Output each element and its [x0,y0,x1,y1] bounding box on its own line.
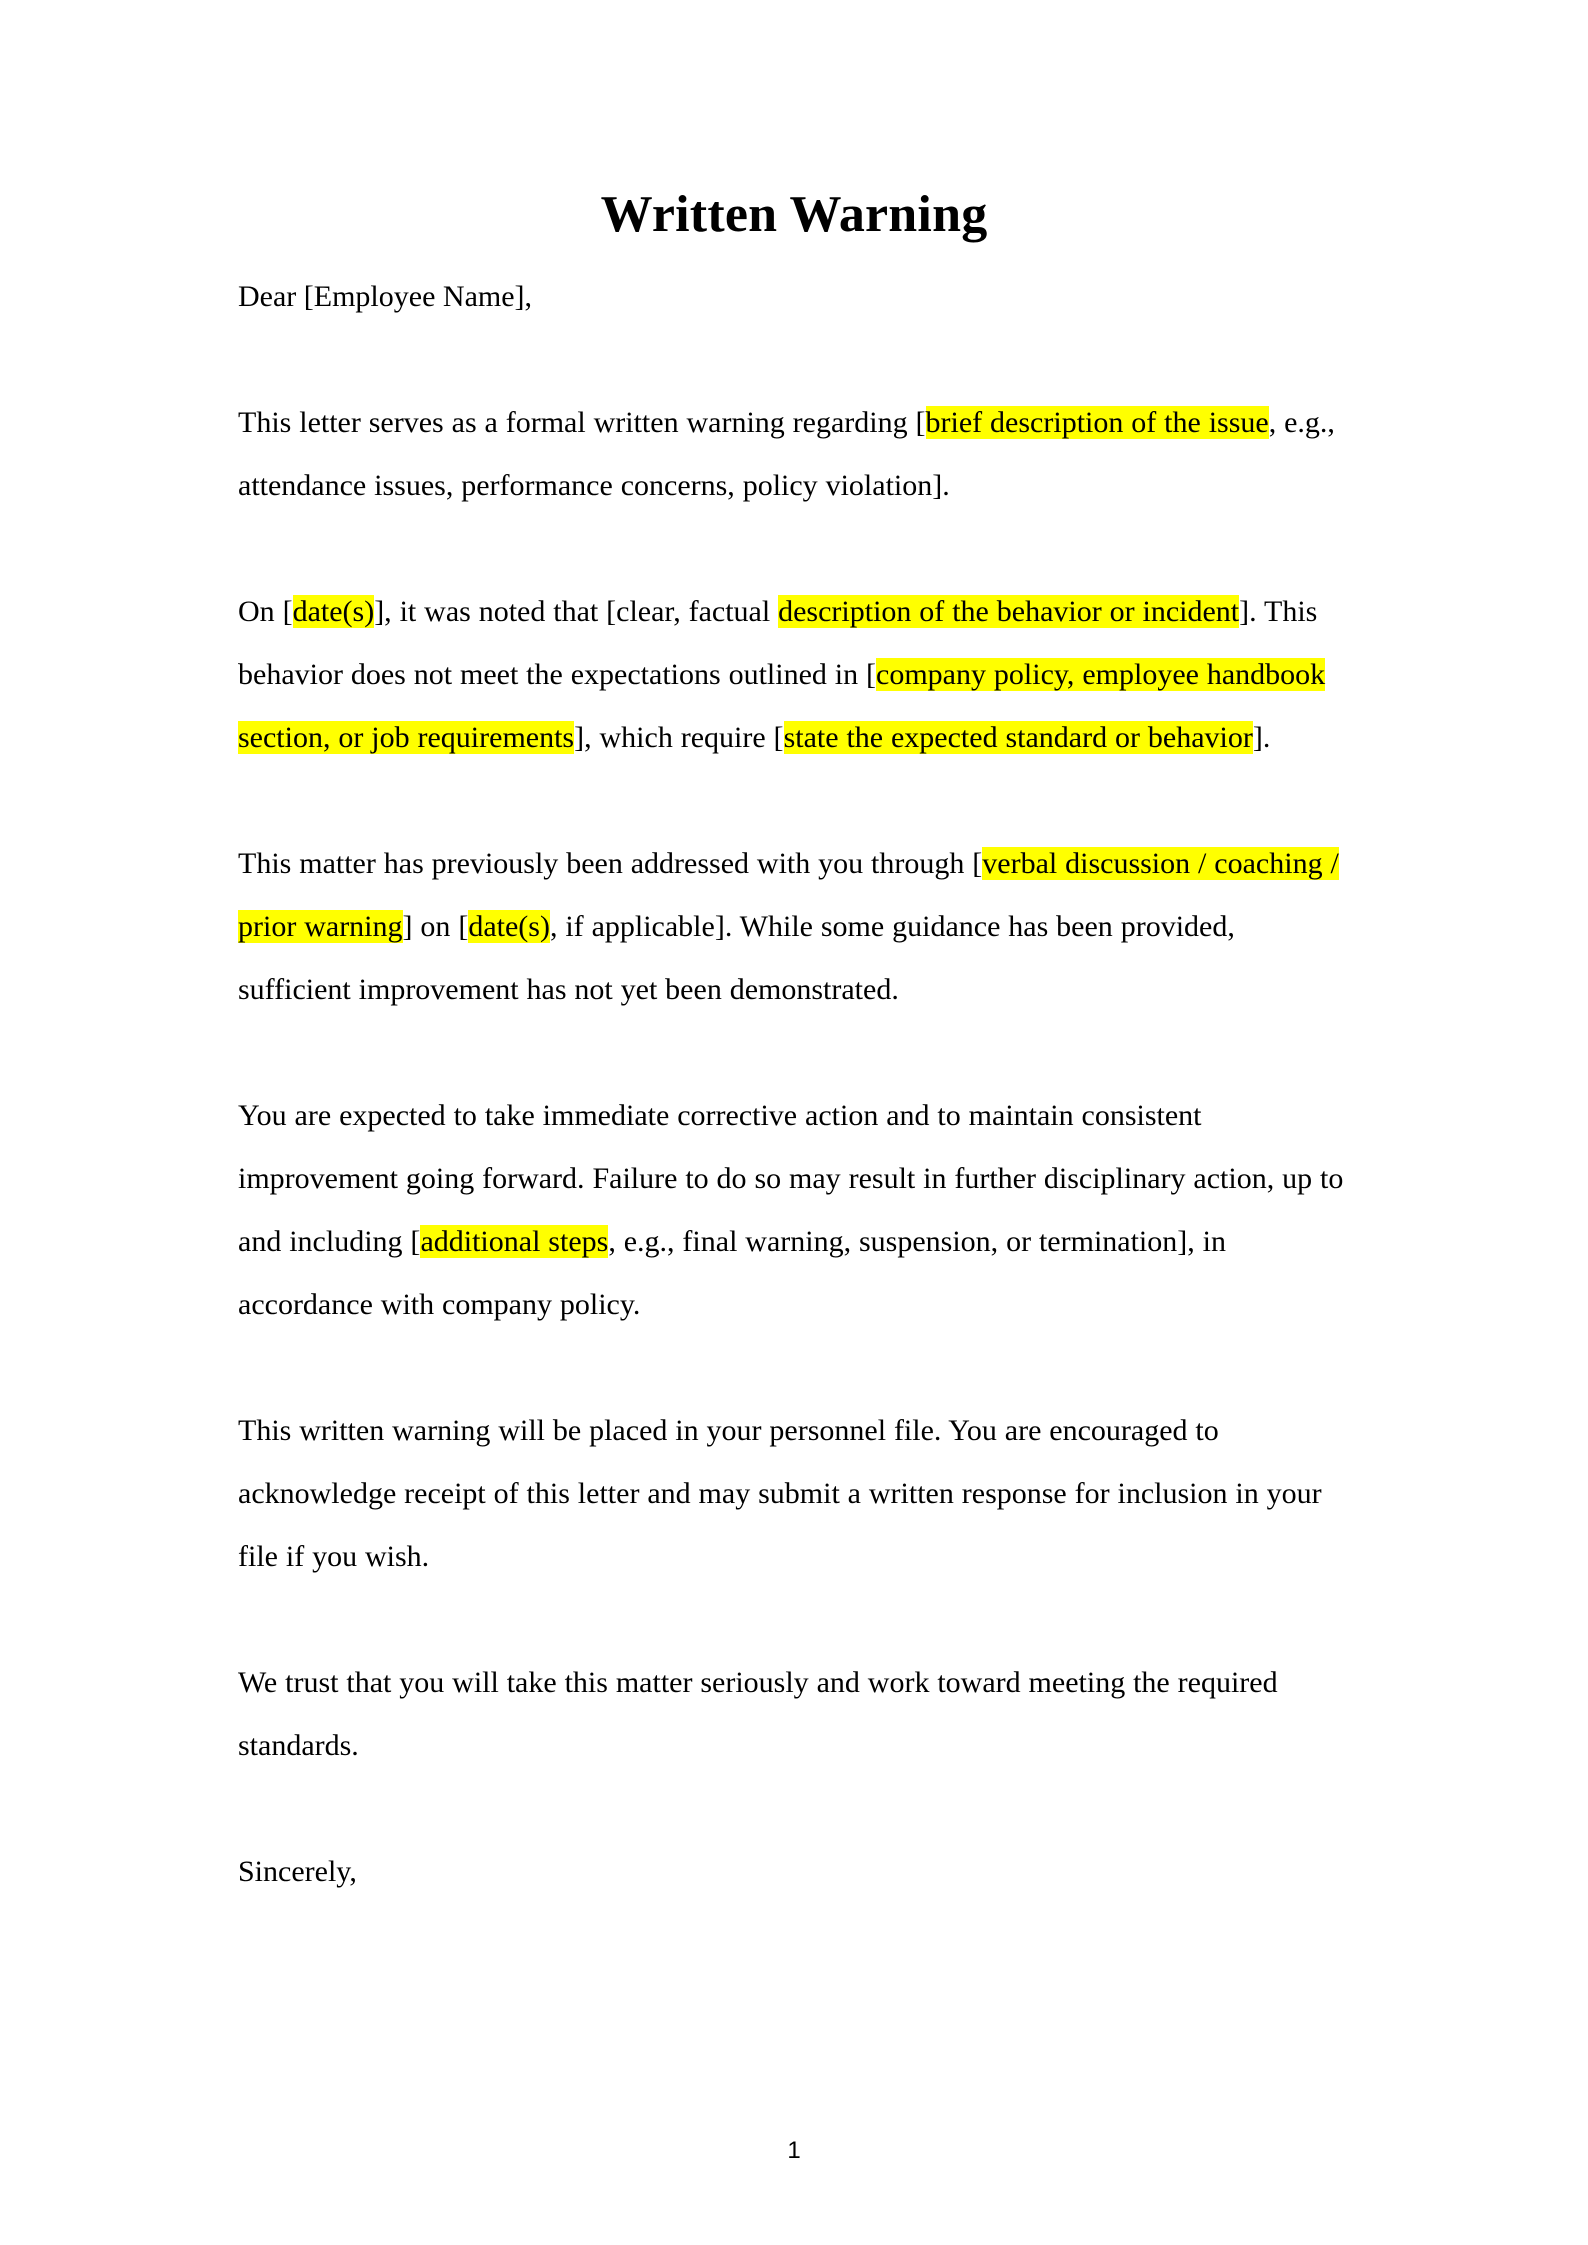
p1-segment-1: This letter serves as a formal written warning regarding [ [238,406,926,440]
p3-segment-2: ] on [ [402,910,469,944]
p3-highlight-1: verbal discussion / coaching / prior warning [238,847,1339,944]
salutation-line [238,243,1350,328]
paragraph-4 [238,1021,1350,1336]
p1-highlight-1: brief description of the issue [925,406,1269,440]
closing-line [238,1777,1350,1903]
p3-segment-1: This matter has previously been addressed with you through [ [238,847,983,881]
paragraph-3 [238,769,1350,1021]
p2-highlight-2: description of the behavior or incident [778,595,1240,629]
p4-segment-2: , e.g., final warning, suspension, or termination], in accordance with company policy. [238,1225,1226,1322]
p2-highlight-4: state the expected standard or behavior [783,721,1253,755]
page-title: Written Warning [600,186,988,243]
p4-segment-1: You are expected to take immediate corrective action and to maintain consistent improvement going forward. Failure to do so may result in further disciplinary action, up to and including [ [238,1099,1344,1259]
p2-segment-5: ]. [1252,721,1271,755]
p3-highlight-2: date(s) [468,910,550,944]
p1-segment-2: , e.g., attendance issues, performance concerns, policy violation]. [238,406,1335,503]
p6-segment-1: We trust that you will take this matter seriously and work toward meeting the required standards. [238,1666,1278,1763]
paragraph-5 [238,1336,1350,1588]
p2-highlight-1: date(s) [292,595,375,629]
paragraph-1 [238,328,1350,517]
document-body [238,0,1350,1903]
paragraph-6 [238,1588,1350,1777]
p2-segment-2: ], it was noted that [clear, factual [374,595,779,629]
salutation-text: Dear [Employee Name], [238,280,533,314]
p3-segment-3: , if applicable]. While some guidance has been provided, sufficient improvement has not yet been demonstrated. [238,910,1235,1007]
p2-highlight-3: company policy, employee handbook section, or job requirements [238,658,1326,755]
p4-highlight-1: additional steps [420,1225,609,1259]
p2-segment-4: ], which require [ [574,721,784,755]
p5-segment-1: This written warning will be placed in your personnel file. You are encouraged to acknowledge receipt of this letter and may submit a written response for inclusion in your file if you wish. [238,1414,1322,1574]
paragraph-2 [238,517,1350,769]
p2-segment-1: On [ [238,595,293,629]
closing-text: Sincerely, [238,1855,357,1889]
p2-segment-3: ]. This behavior does not meet the expectations outlined in [ [238,595,1318,692]
page-number: 1 [787,2137,801,2164]
